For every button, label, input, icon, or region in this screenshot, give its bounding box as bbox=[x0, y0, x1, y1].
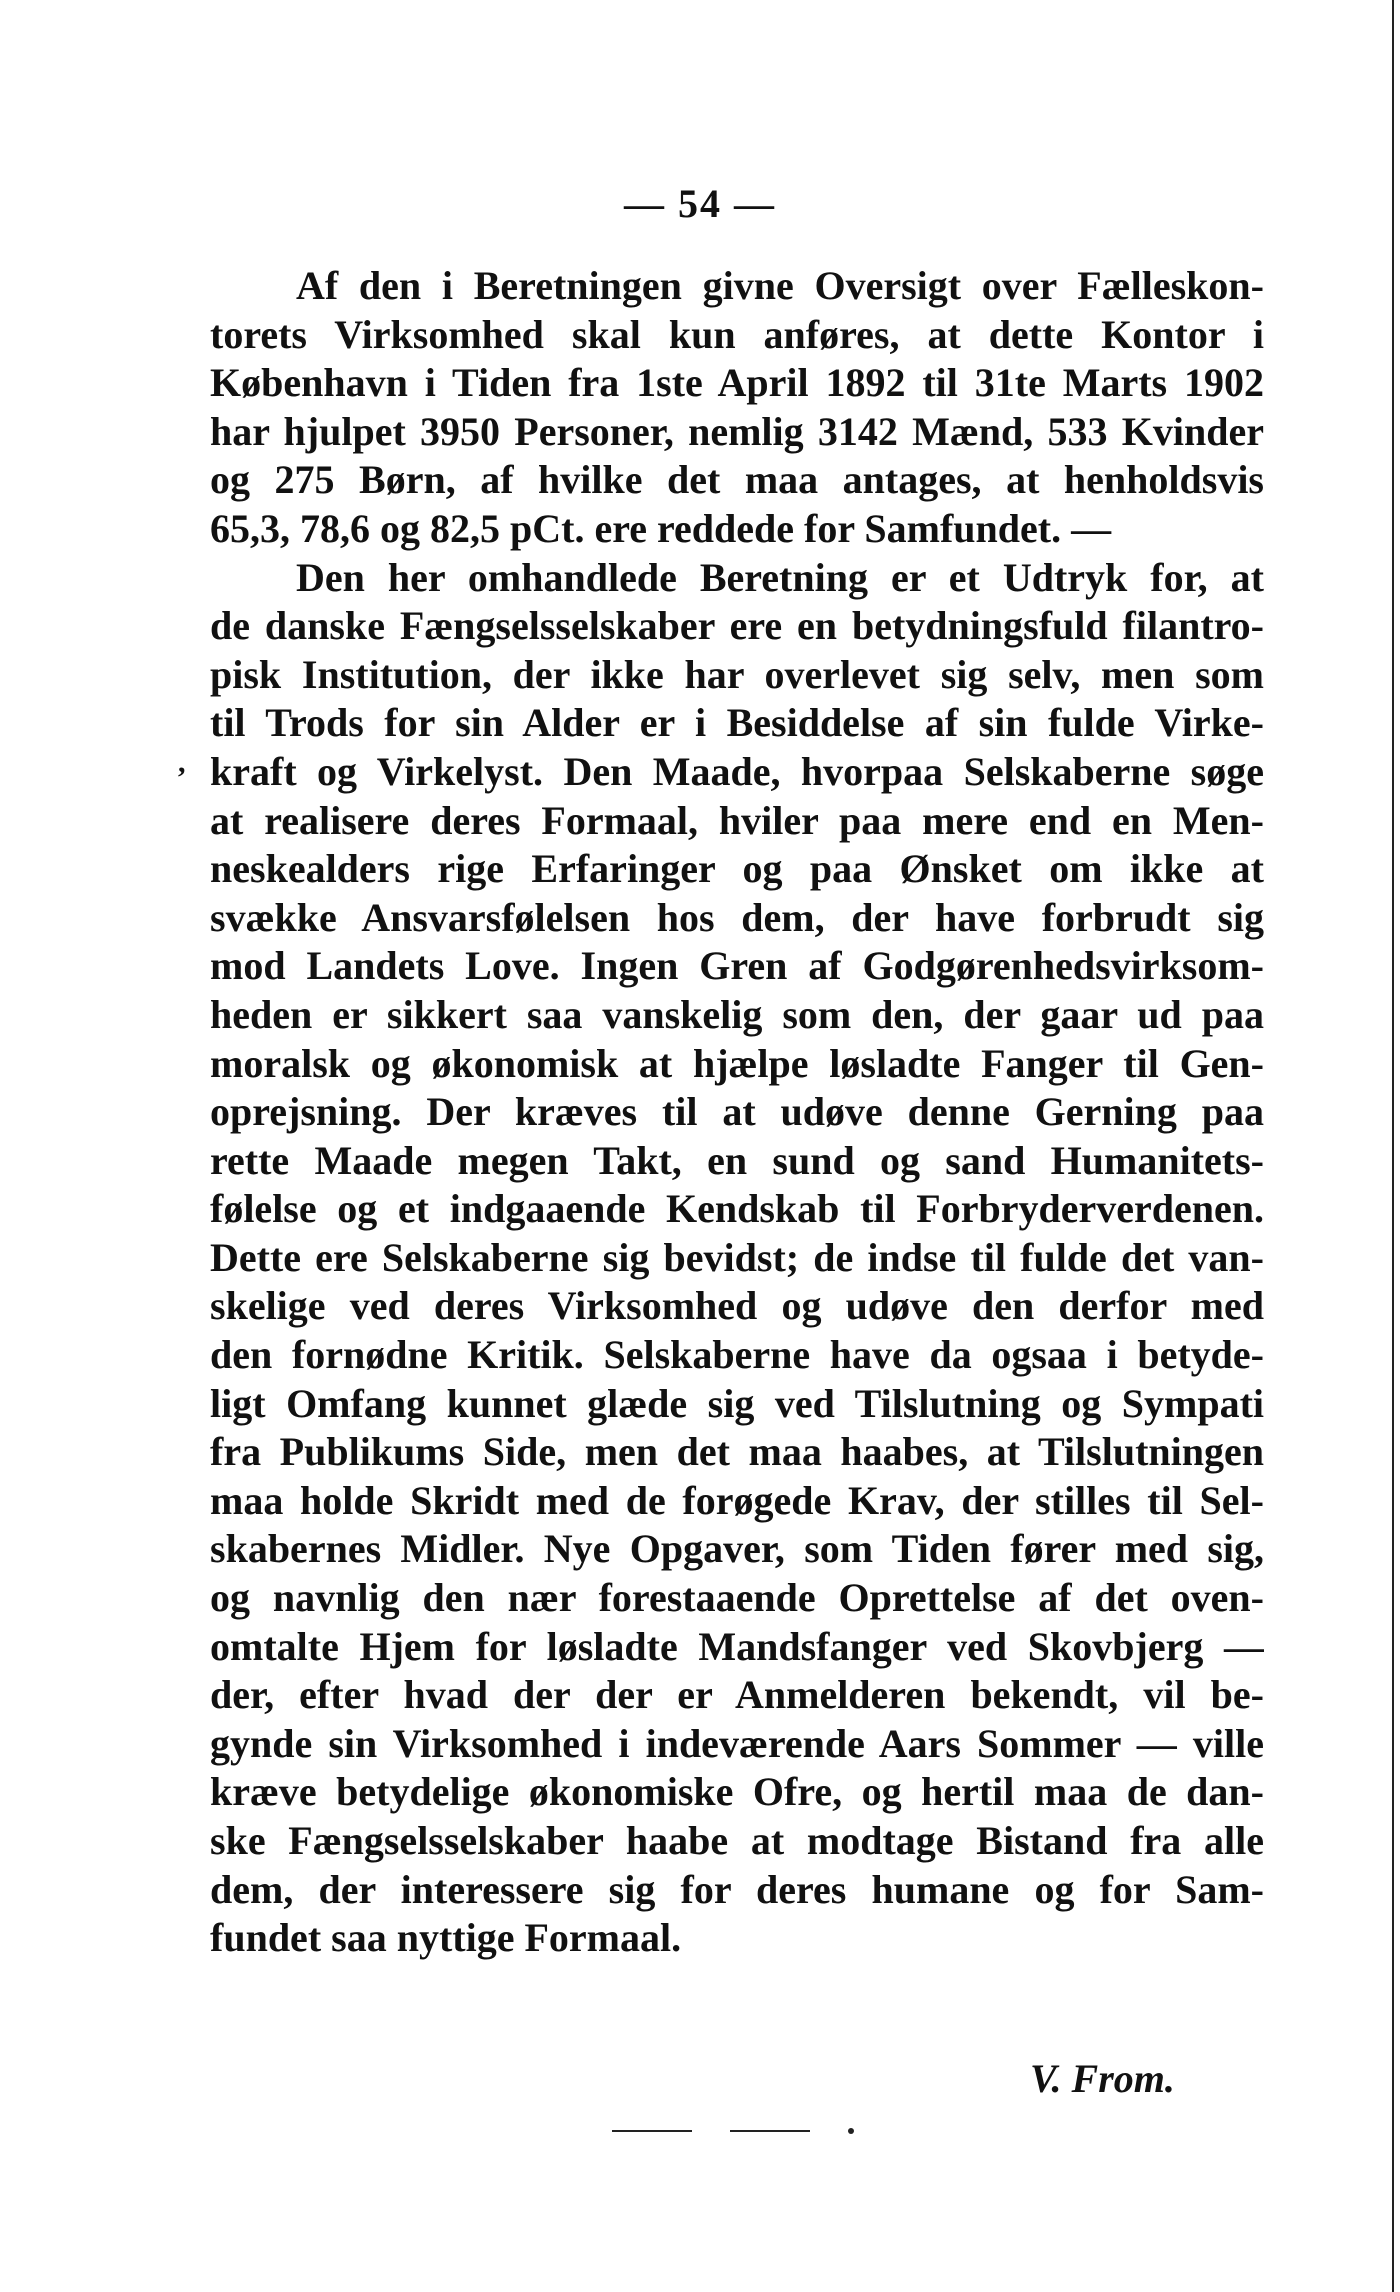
text-line: ske Fængselsselskaber haabe at modtage Bistand fra alle bbox=[210, 1818, 1264, 1863]
text-line: omtalte Hjem for løsladte Mandsfanger ved Skovbjerg — bbox=[210, 1623, 1264, 1669]
text-line: skabernes Midler. Nye Opgaver, som Tiden fører med sig, bbox=[210, 1526, 1264, 1572]
end-dot bbox=[848, 2128, 854, 2134]
text-line: Dette ere Selskaberne sig bevidst; de indse til fulde det van- bbox=[210, 1234, 1264, 1280]
text-line: svække Ansvarsfølelsen hos dem, der have forbrudt sig bbox=[210, 894, 1264, 940]
signature: V. From. bbox=[1030, 2056, 1175, 2101]
text-line: skelige ved deres Virksomhed og udøve den derfor med bbox=[210, 1283, 1264, 1329]
text-line: og navnlig den nær forestaaende Oprettelse af det oven- bbox=[210, 1575, 1264, 1621]
text-line: oprejsning. Der kræves til at udøve denne Gerning paa bbox=[210, 1089, 1264, 1135]
text-line: pisk Institution, der ikke har overlevet sig selv, men som bbox=[210, 651, 1264, 697]
text-line: torets Virksomhed skal kun anføres, at dette Kontor i bbox=[210, 311, 1264, 357]
text-line: mod Landets Love. Ingen Gren af Godgørenhedsvirksom- bbox=[210, 943, 1264, 989]
text-line: at realisere deres Formaal, hviler paa mere end en Men- bbox=[210, 797, 1264, 843]
text-line: ligt Omfang kunnet glæde sig ved Tilslutning og Sympati bbox=[210, 1380, 1264, 1426]
page-number: — 54 — bbox=[624, 181, 776, 226]
text-line: neskealders rige Erfaringer og paa Ønsket om ikke at bbox=[210, 846, 1264, 892]
text-line: fundet saa nyttige Formaal. bbox=[210, 1915, 682, 1961]
body-text bbox=[210, 262, 1264, 1963]
end-rule bbox=[730, 2130, 810, 2132]
text-line: moralsk og økonomisk at hjælpe løsladte Fanger til Gen- bbox=[210, 1040, 1264, 1086]
text-line: 65,3, 78,6 og 82,5 pCt. ere reddede for Samfundet. — bbox=[210, 505, 1112, 551]
text-line: følelse og et indgaaende Kendskab til Forbryderverdenen. bbox=[210, 1186, 1264, 1232]
text-line: kraft og Virkelyst. Den Maade, hvorpaa Selskaberne søge bbox=[210, 748, 1264, 794]
text-line: har hjulpet 3950 Personer, nemlig 3142 Mænd, 533 Kvinder bbox=[210, 408, 1264, 454]
text-line: den fornødne Kritik. Selskaberne have da ogsaa i betyde- bbox=[210, 1332, 1264, 1378]
text-line: dem, der interessere sig for deres humane og for Sam- bbox=[210, 1866, 1264, 1912]
text-line: der, efter hvad der der er Anmelderen bekendt, vil be- bbox=[210, 1672, 1264, 1718]
text-line: rette Maade megen Takt, en sund og sand Humanitets- bbox=[210, 1137, 1264, 1183]
text-line: kræve betydelige økonomiske Ofre, og hertil maa de dan- bbox=[210, 1769, 1264, 1815]
text-line: og 275 Børn, af hvilke det maa antages, at henholdsvis bbox=[210, 457, 1264, 503]
text-line: til Trods for sin Alder er i Besiddelse af sin fulde Virke- bbox=[210, 700, 1264, 746]
text-line: de danske Fængselsselskaber ere en betydningsfuld filantro- bbox=[210, 603, 1264, 649]
text-line: maa holde Skridt med de forøgede Krav, der stilles til Sel- bbox=[210, 1477, 1264, 1523]
page-edge-rule bbox=[1392, 0, 1394, 2292]
text-line: Den her omhandlede Beretning er et Udtryk for, at bbox=[296, 554, 1264, 600]
text-line: Af den i Beretningen givne Oversigt over Fælleskon- bbox=[296, 263, 1264, 308]
text-line: fra Publikums Side, men det maa haabes, at Tilslutningen bbox=[210, 1429, 1264, 1475]
margin-mark: , bbox=[178, 746, 186, 779]
text-line: heden er sikkert saa vanskelig som den, der gaar ud paa bbox=[210, 991, 1264, 1037]
end-rule bbox=[612, 2130, 692, 2132]
text-line: København i Tiden fra 1ste April 1892 til 31te Marts 1902 bbox=[210, 360, 1264, 406]
text-line: gynde sin Virksomhed i indeværende Aars Sommer — ville bbox=[210, 1720, 1264, 1766]
